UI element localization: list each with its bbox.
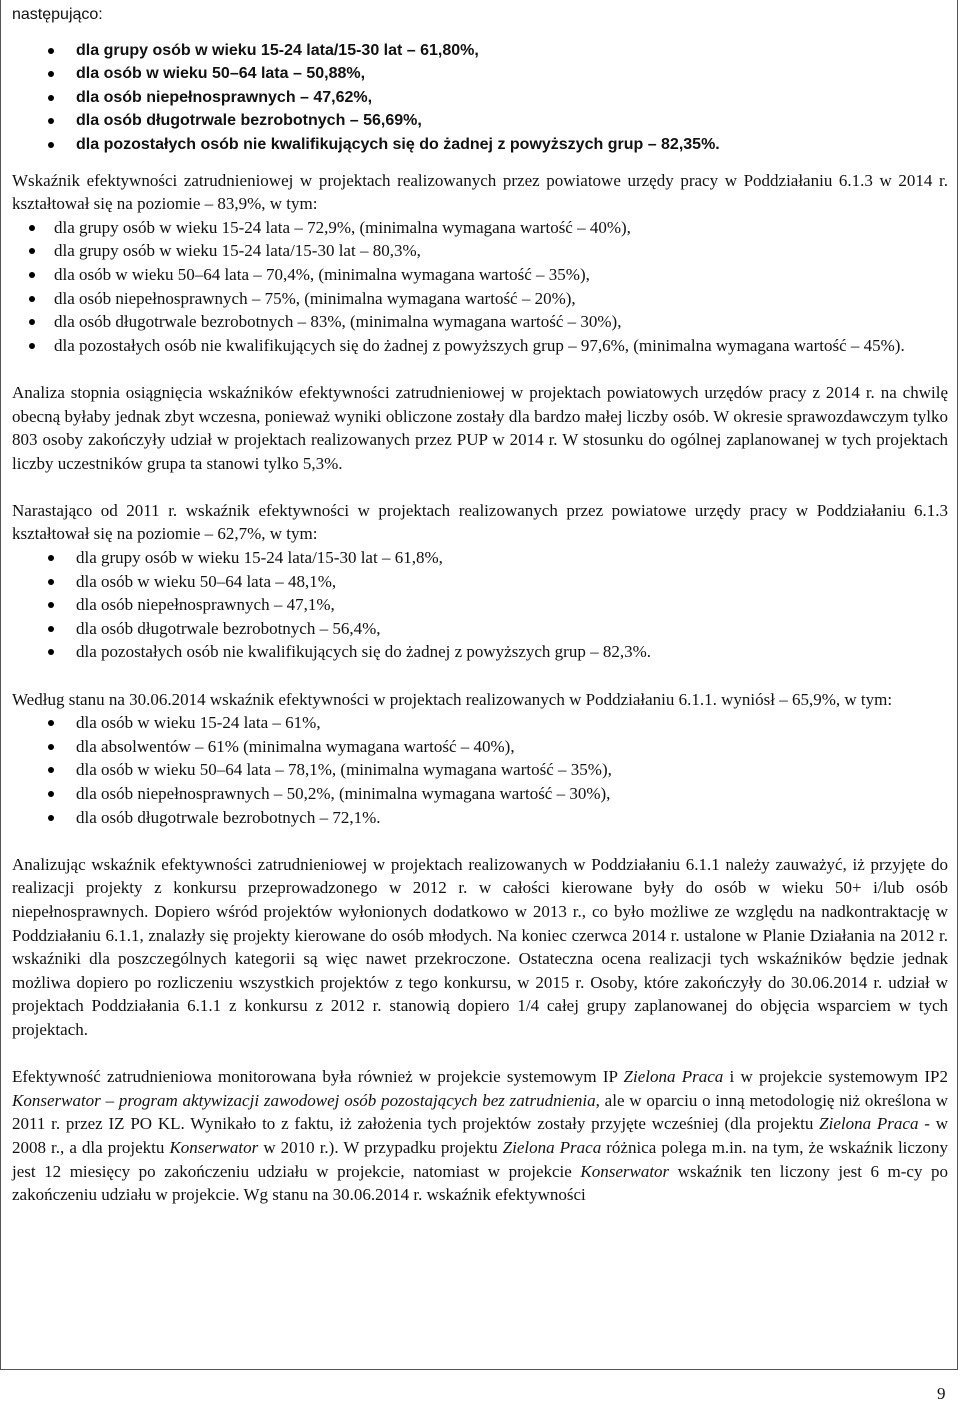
list-item: dla osób niepełnosprawnych – 47,1%, bbox=[12, 593, 948, 617]
list-item: dla osób długotrwale bezrobotnych – 72,1%. bbox=[12, 806, 948, 830]
list-item: dla grupy osób w wieku 15-24 lata/15-30 lat – 61,80%, bbox=[12, 39, 948, 63]
list-item: dla osób niepełnosprawnych – 47,62%, bbox=[12, 86, 948, 110]
project-name: Konserwator bbox=[169, 1137, 259, 1157]
list-item: dla osób niepełnosprawnych – 50,2%, (minimalna wymagana wartość – 30%), bbox=[12, 782, 948, 806]
paragraph-4: Według stanu na 30.06.2014 wskaźnik efektywności w projektach realizowanych w Poddziałaniu 6.1.1. wyniósł – 65,9%, w tym: bbox=[12, 689, 893, 709]
paragraph-3: Narastająco od 2011 r. wskaźnik efektywności w projektach realizowanych przez powiatowe urzędy pracy w Poddziałaniu 6.1.3 kształtował się na poziomie – 62,7%, w tym: bbox=[12, 500, 948, 544]
document-body bbox=[12, 0, 948, 1207]
paragraph-6 bbox=[12, 1065, 948, 1207]
paragraph-6-text: - w 2008 r., a dla projektu bbox=[12, 1114, 948, 1157]
page-number: 9 bbox=[937, 1384, 946, 1403]
list-item: dla pozostałych osób nie kwalifikujących się do żadnej z powyższych grup – 82,35%. bbox=[12, 133, 948, 157]
list-item: dla osób długotrwale bezrobotnych – 56,4%, bbox=[12, 617, 948, 641]
paragraph-6-text: , ale w oparciu o inną metodologię niż określona w 2011 r. przez IZ PO KL. Wynikało to z faktu, iż założenia tych projektów zostały przyjęte wcześniej (dla projektu bbox=[12, 1090, 948, 1134]
project-name: Konserwator – program aktywizacji zawodowej osób pozostających bez zatrudnienia bbox=[12, 1090, 596, 1110]
list-item: dla osób w wieku 50–64 lata – 50,88%, bbox=[12, 62, 948, 86]
list-item: dla grupy osób w wieku 15-24 lata/15-30 lat – 80,3%, bbox=[12, 239, 948, 263]
list-item: dla osób w wieku 50–64 lata – 78,1%, (minimalna wymagana wartość – 35%), bbox=[12, 758, 948, 782]
paragraph-6-text: wskaźnik ten liczony jest 6 m-cy po zakończeniu udziału w projekcie. Wg stanu na 30.06.2014 r. wskaźnik efektywności bbox=[12, 1161, 948, 1205]
list-item: dla osób w wieku 50–64 lata – 48,1%, bbox=[12, 570, 948, 594]
paragraph-2: Analiza stopnia osiągnięcia wskaźników efektywności zatrudnieniowej w projektach powiatowych urzędów pracy z 2014 r. na chwilę obecną byłaby jednak zbyt wczesna, ponieważ wyniki obliczone zostały dla bardzo małej liczby osób. W okresie sprawozdawczym tylko 803 osoby zakończyły udział w projektach realizowanych przez PUP w 2014 r. W stosunku do ogólnej zaplanowanej w tych projektach liczby uczestników grupa ta stanowi tylko 5,3%. bbox=[12, 382, 948, 473]
project-name: Zielona Praca bbox=[502, 1137, 602, 1157]
list-item: dla osób długotrwale bezrobotnych – 56,69%, bbox=[12, 109, 948, 133]
paragraph-6-text: różnica polega m.in. na tym, że wskaźnik liczony jest 12 miesięcy po zakończeniu udziału w projekcie, natomiast w projekcie bbox=[12, 1137, 948, 1181]
list-4 bbox=[12, 711, 948, 829]
list-item: dla pozostałych osób nie kwalifikujących się do żadnej z powyższych grup – 97,6%, (minimalna wymagana wartość – 45%). bbox=[12, 334, 948, 358]
paragraph-5: Analizując wskaźnik efektywności zatrudnieniowej w projektach realizowanych w Poddziałaniu 6.1.1 należy zauważyć, iż przyjęte do realizacji projekty z konkursu przeprowadzonego w 2012 r. w całości kierowane były do osób w wieku 50+ i/lub osób niepełnosprawnych. Dopiero wśród projektów wyłonionych dodatkowo w 2013 r., co było możliwe ze względu na nadkontraktację w Poddziałaniu 6.1.1, znalazły się projekty kierowane do osób młodych. Na koniec czerwca 2014 r. ustalone w Planie Działania na 2012 r. wskaźniki dla poszczególnych kategorii są więc nawet przekroczone. Ostateczna ocena realizacji tych wskaźników będzie jednak możliwa dopiero po rozliczeniu wszystkich projektów z tego konkursu, w 2015 r. Osoby, które zakończyły do 30.06.2014 r. udział w projektach Poddziałania 6.1.1 z konkursu z 2012 r. stanowią dopiero 1/4 całej grupy zaplanowanej do objęcia wsparciem w tych projektach. bbox=[12, 854, 948, 1039]
paragraph-6-text: i w projekcie systemowym IP2 bbox=[723, 1067, 948, 1087]
paragraph-1: Wskaźnik efektywności zatrudnieniowej w projektach realizowanych przez powiatowe urzędy pracy w Poddziałaniu 6.1.3 w 2014 r. kształtował się na poziomie – 83,9%, w tym: bbox=[12, 170, 948, 214]
list-item: dla pozostałych osób nie kwalifikujących się do żadnej z powyższych grup – 82,3%. bbox=[12, 640, 948, 664]
list-1 bbox=[12, 39, 948, 157]
list-item: dla osób długotrwale bezrobotnych – 83%, (minimalna wymagana wartość – 30%), bbox=[12, 310, 948, 334]
list-item: dla absolwentów – 61% (minimalna wymagana wartość – 40%), bbox=[12, 735, 948, 759]
list-2 bbox=[12, 216, 948, 358]
list-3 bbox=[12, 546, 948, 664]
list-item: dla osób niepełnosprawnych – 75%, (minimalna wymagana wartość – 20%), bbox=[12, 287, 948, 311]
project-name: Zielona Praca bbox=[623, 1067, 724, 1087]
paragraph-6-text: Efektywność zatrudnieniowa monitorowana była również w projekcie systemowym IP bbox=[12, 1067, 624, 1087]
list-item: dla osób w wieku 15-24 lata – 61%, bbox=[12, 711, 948, 735]
intro-text: następująco: bbox=[12, 6, 103, 23]
project-name: Zielona Praca bbox=[819, 1114, 919, 1134]
list-item: dla osób w wieku 50–64 lata – 70,4%, (minimalna wymagana wartość – 35%), bbox=[12, 263, 948, 287]
list-item: dla grupy osób w wieku 15-24 lata – 72,9%, (minimalna wymagana wartość – 40%), bbox=[12, 216, 948, 240]
list-item: dla grupy osób w wieku 15-24 lata/15-30 lat – 61,8%, bbox=[12, 546, 948, 570]
project-name: Konserwator bbox=[580, 1161, 670, 1181]
paragraph-6-text: w 2010 r.). W przypadku projektu bbox=[258, 1137, 503, 1157]
